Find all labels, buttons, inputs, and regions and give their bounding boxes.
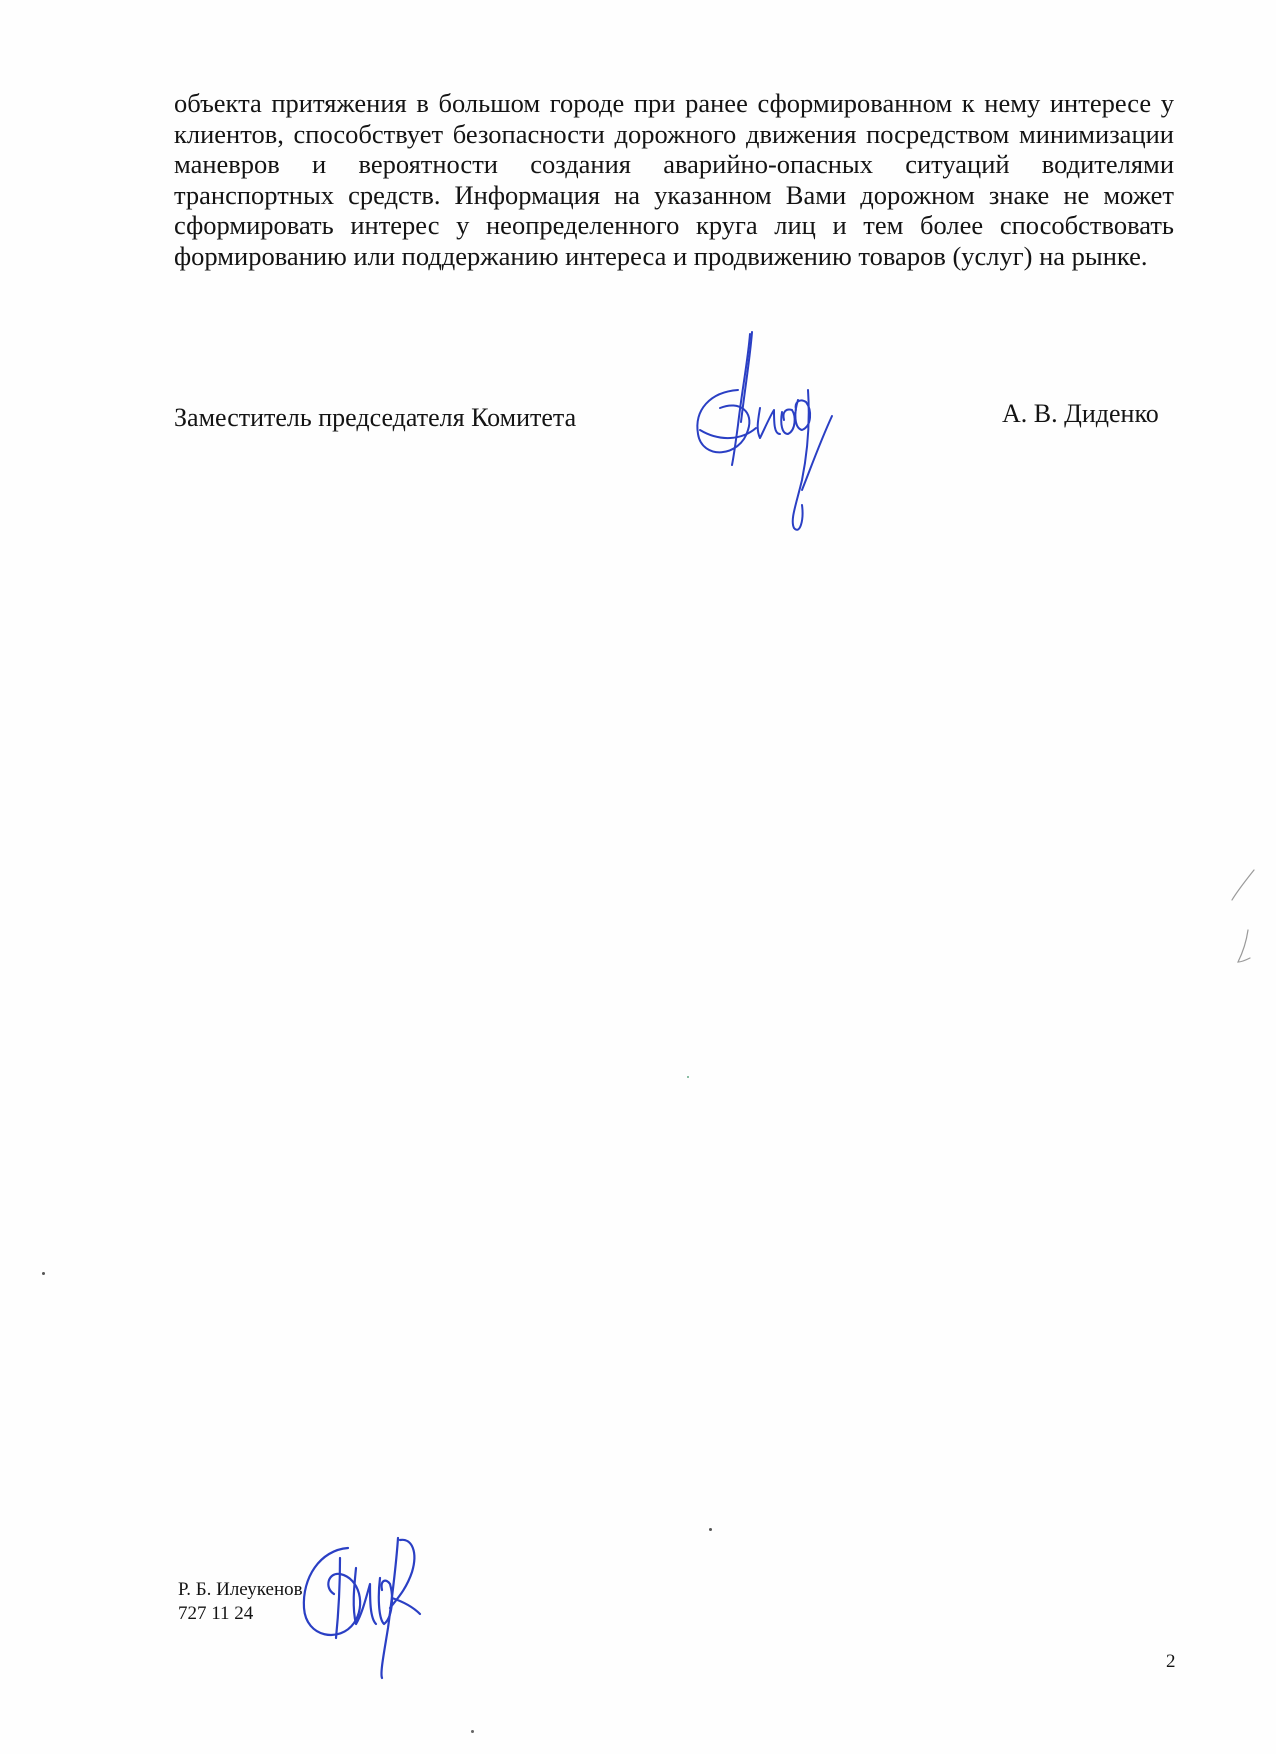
signer-position: Заместитель председателя Комитета	[174, 403, 577, 432]
signer-name: А. В. Диденко	[1002, 399, 1159, 428]
scan-speck	[42, 1272, 45, 1275]
scan-speck	[687, 1076, 689, 1078]
executor-name: Р. Б. Илеукенов	[178, 1579, 303, 1600]
page-number: 2	[1166, 1651, 1176, 1672]
scan-margin-mark	[1228, 866, 1258, 976]
handwritten-signature	[690, 330, 870, 545]
executor-block	[178, 1578, 303, 1626]
executor-signature	[300, 1528, 450, 1688]
body-paragraph: объекта притяжения в большом городе при ранее сформированном к нему интересе у клиентов, способствует безопасности дорожного движения посредством минимизации маневров и вероятности создания аварийно-опасных ситуаций водителями транспортных средств. Информация на указанном Вами дорожном знаке не может сформировать интерес у неопределенного круга лиц и тем более способствовать формированию или поддержанию интереса и продвижению товаров (услуг) на рынке.	[174, 88, 1174, 271]
scan-speck	[709, 1528, 712, 1531]
scan-speck	[471, 1730, 474, 1733]
executor-phone: 727 11 24	[178, 1603, 254, 1624]
